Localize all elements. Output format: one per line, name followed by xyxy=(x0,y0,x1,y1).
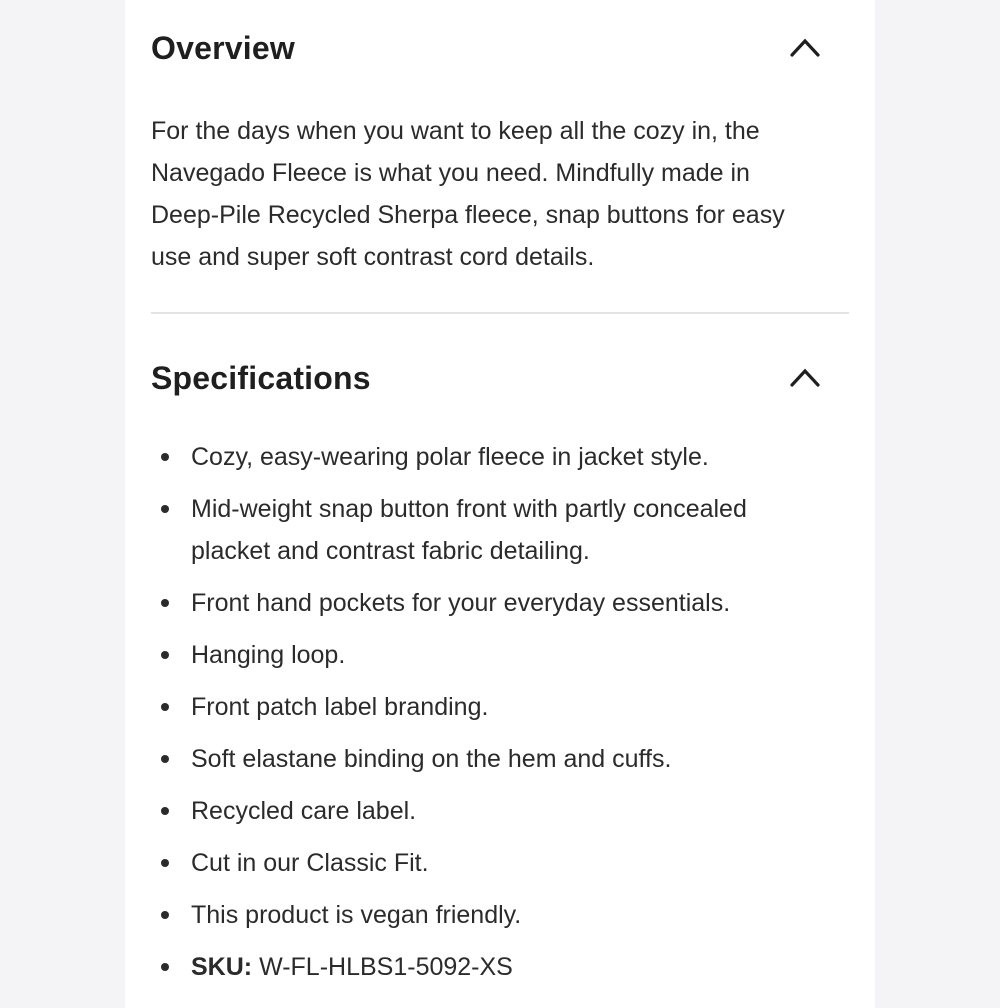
spec-item-text: This product is vegan friendly. xyxy=(191,901,522,929)
spec-item xyxy=(151,634,811,676)
spec-item xyxy=(151,738,811,780)
spec-item xyxy=(151,582,811,624)
spec-item-text: Cut in our Classic Fit. xyxy=(191,849,429,877)
overview-section xyxy=(151,28,849,278)
spec-item-text: Front hand pockets for your everyday essentials. xyxy=(191,589,731,617)
sku-value: W-FL-HLBS1-5092-XS xyxy=(259,953,513,981)
specifications-accordion-header[interactable] xyxy=(151,358,849,398)
spec-item-text: Cozy, easy-wearing polar fleece in jacket style. xyxy=(191,443,709,471)
spec-item-text: Front patch label branding. xyxy=(191,693,489,721)
specifications-collapse-button[interactable] xyxy=(788,365,822,391)
product-info-panel xyxy=(125,0,875,1008)
specifications-title: Specifications xyxy=(151,360,371,396)
spec-item xyxy=(151,436,811,478)
overview-collapse-button[interactable] xyxy=(788,35,822,61)
chevron-up-icon xyxy=(788,35,822,61)
spec-item xyxy=(151,894,811,936)
chevron-up-icon xyxy=(788,365,822,391)
spec-item-text: Soft elastane binding on the hem and cuffs. xyxy=(191,745,672,773)
spec-item xyxy=(151,842,811,884)
specifications-section xyxy=(151,358,849,988)
spec-item xyxy=(151,686,811,728)
sku-label: SKU: xyxy=(191,953,253,981)
spec-item-text: Mid-weight snap button front with partly concealed placket and contrast fabric detailing. xyxy=(191,495,747,565)
spec-item xyxy=(151,790,811,832)
spec-item-text: Recycled care label. xyxy=(191,797,417,825)
spec-item-sku xyxy=(151,946,811,988)
specifications-list xyxy=(151,436,811,988)
section-divider xyxy=(151,312,849,314)
overview-description: For the days when you want to keep all the cozy in, the Navegado Fleece is what you need. Mindfully made in Deep-Pile Recycled Sherpa fleece, snap buttons for easy use and super soft contrast cord details. xyxy=(151,117,785,271)
overview-accordion-header[interactable] xyxy=(151,28,849,68)
spec-item xyxy=(151,488,811,572)
overview-title: Overview xyxy=(151,30,295,66)
spec-item-text: Hanging loop. xyxy=(191,641,346,669)
